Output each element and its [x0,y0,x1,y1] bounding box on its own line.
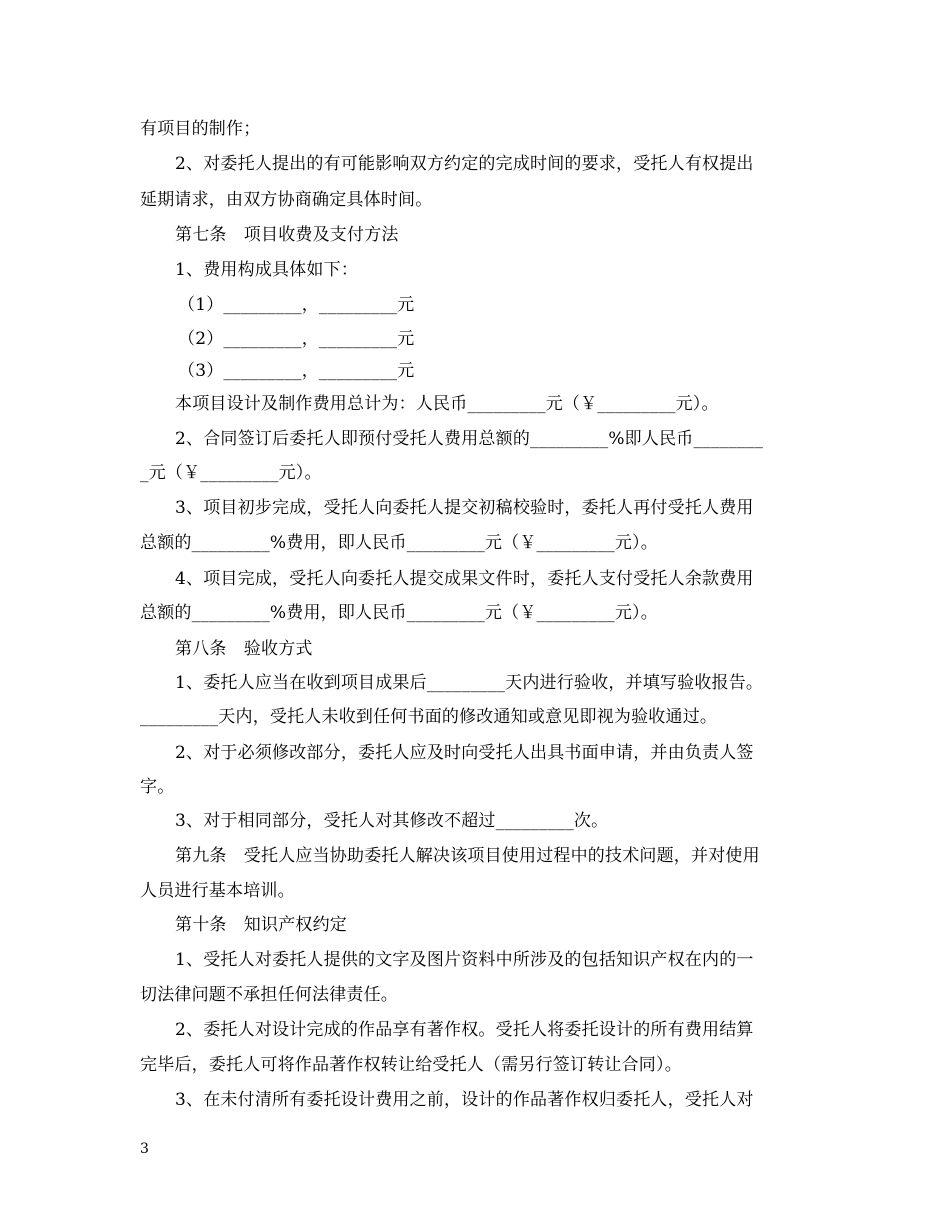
section-heading: 第七条 项目收费及支付方法 [175,225,399,245]
text-line: 切法律问题不承担任何法律责任。 [140,985,398,1005]
text-line: 人员进行基本培训。 [140,881,295,901]
text-line: 3、在未付清所有委托设计费用之前，设计的作品著作权归委托人，受托人对 [175,1090,754,1110]
text-line: _________天内，受托人未收到任何书面的修改通知或意见即视为验收通过。 [140,707,718,727]
text-line: 字。 [140,777,175,797]
text-line: 4、项目完成，受托人向委托人提交成果文件时，委托人支付受托人余款费用 [175,569,754,589]
text-line: 2、对委托人提出的有可能影响双方约定的完成时间的要求，受托人有权提出 [175,154,754,174]
fee-item-line: （2）_________，_________元 [178,329,415,349]
text-line: 1、委托人应当在收到项目成果后_________天内进行验收，并填写验收报告。 [175,673,764,693]
text-line: 完毕后，委托人可将作品著作权转让给受托人（需另行签订转让合同）。 [140,1055,682,1075]
text-line: 3、对于相同部分，受托人对其修改不超过_________次。 [175,811,609,831]
text-line: 3、项目初步完成，受托人向委托人提交初稿校验时，委托人再付受托人费用 [175,498,754,518]
text-line: 有项目的制作； [140,119,261,139]
text-line: 总额的_________%费用，即人民币_________元（￥_________元）。 [140,603,658,623]
text-line: 延期请求，由双方协商确定具体时间。 [140,190,433,210]
text-line: 2、合同签订后委托人即预付受托人费用总额的_________%即人民币________ [175,429,764,449]
fee-item-line: （1）_________，_________元 [178,295,415,315]
text-line: 2、对于必须修改部分，委托人应及时向受托人出具书面申请，并由负责人签 [175,743,754,763]
text-line: 本项目设计及制作费用总计为：人民币_________元（￥_________元）。 [175,394,719,414]
page-number: 3 [140,1141,149,1157]
text-line: 1、受托人对委托人提供的文字及图片资料中所涉及的包括知识产权在内的一 [175,950,754,970]
text-line: _元（￥_________元）。 [140,463,322,483]
section-heading: 第八条 验收方式 [175,639,313,659]
text-line: 1、费用构成具体如下： [175,260,359,280]
section-heading: 第九条 受托人应当协助委托人解决该项目使用过程中的技术问题，并对使用 [175,846,760,866]
text-line: 2、委托人对设计完成的作品享有著作权。受托人将委托设计的所有费用结算 [175,1020,754,1040]
section-heading: 第十条 知识产权约定 [175,915,347,935]
text-line: 总额的_________%费用，即人民币_________元（￥_________元）。 [140,533,658,553]
fee-item-line: （3）_________，_________元 [178,361,415,381]
